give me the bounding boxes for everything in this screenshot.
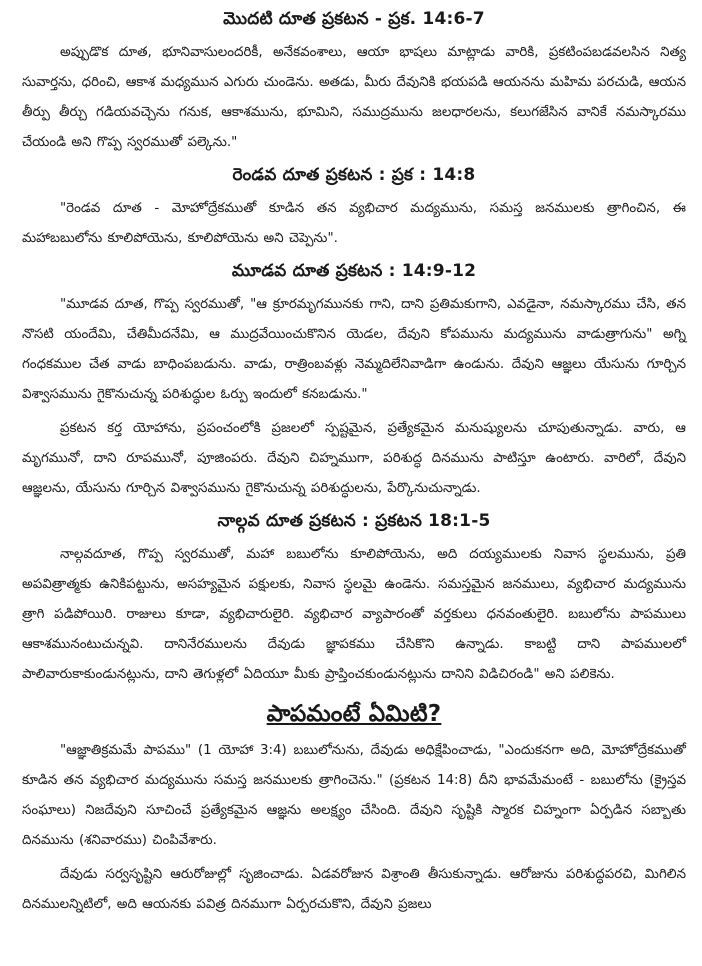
paragraph: "ఆజ్ఞాతిక్రమమే పాపము" (1 యోహా 3:4) బబులోనును, దేవుడు అధిక్షేపించాడు, "ఎందుకనగా అది, మోహోద్రేకముతో కూడిన తన వ్యభిచార మద్యమును సమస్త జనములకు త్రాగించెను." (ప్రకటన 14:8) దీని భావమేమంటే - బబులోను (క్రైస్తవ సంఘాలు) నిజదేవుని సూచించే ప్రత్యేకమైన ఆజ్ఞను అలక్ష్యం చేసింది. దేవుని సృష్టికి స్మారక చిహ్నంగా ఏర్పడిన సబ్బాతు దినమును (శనివారము) చింపివేశారు. [22, 743, 686, 848]
section-first-angel [22, 6, 686, 158]
paragraph: దేవుడు సర్వసృష్టిని ఆరురోజుల్లో సృజించాడు. ఏడవరోజున విశ్రాంతి తీసుకున్నాడు. ఆరోజును పరిశుద్ధపరచి, మిగిలిన దినములన్నిటిలో, అది ఆయనకు పవిత్ర దినముగా ఏర్పరచుకొని, దేవుని ప్రజలు [22, 867, 686, 912]
section-what-is-sin [22, 698, 686, 920]
paragraph: అప్పుడొక దూత, భూనివాసులందరికీ, అనేకవంశాలు, ఆయా భాషలు మాట్లాడు వారికి, ప్రకటింపబడవలసిన నిత్య సువార్తను, ధరించి, ఆకాశ మధ్యమున ఎగురు చుండెను. అతడు, మీరు దేవునికి భయపడి ఆయనను మహిమ పరచుడి, ఆయన తీర్పు తీర్చు గడియవచ్చెను గనుక, ఆకాశమును, భూమిని, సముద్రమును జలధారలను, కలుగజేసిన వానికే నమస్కారము చేయండి అని గొప్ప స్వరముతో పల్కెను." [22, 45, 686, 150]
section-fourth-angel [22, 508, 686, 690]
paragraph: "మూడవ దూత, గొప్ప స్వరముతో, "ఆ క్రూరమృగమునకు గాని, దాని ప్రతిమకుగాని, ఎవడైనా, నమస్కారము చేసి, తన నొసటి యందేమి, చేతిమీదనేమి, ఆ ముద్రవేయించుకొనిన యెడల, దేవుని కోపమును మద్యమును వాడుత్రాగును" అగ్ని గంధకముల చేత వాడు బాధింపబడును. వాడు, రాత్రింబవళ్లు నెమ్మదిలేనివాడిగా ఉండును. దేవుని ఆజ్ఞలు యేసును గూర్చిన విశ్వాసమును గైకొనుచున్న పరిశుద్ధుల ఓర్పు ఇందులో కనబడును." [22, 297, 686, 402]
section-heading: రెండవ దూత ప్రకటన : ప్రక : 14:8 [232, 165, 476, 185]
section-heading: మూడవ దూత ప్రకటన : 14:9-12 [231, 261, 477, 281]
paragraph: ప్రకటన కర్త యోహాను, ప్రపంచంలోకి ప్రజలలో స్పష్టమైన, ప్రత్యేకమైన మనుష్యులను చూపుతున్నాడు. వారు, ఆ మృగమునో, దాని రూపమునో, పూజింపరు. దేవుని చిహ్నముగా, పరిశుద్ధ దినమును పాటిస్తూ ఉంటారు. వారిలో, దేవుని ఆజ్ఞలను, యేసును గూర్చిన విశ్వాసమును గైకొనుచున్న పరిశుద్ధులను, పేర్కొనుచున్నాడు. [22, 421, 686, 496]
paragraph: "రెండవ దూత - మోహోద్రేకముతో కూడిన తన వ్యభిచార మద్యమును, సమస్త జనములకు త్రాగించిన, ఈ మహాబబులోను కూలిపోయెను, కూలిపోయెను అని చెప్పెను". [22, 201, 686, 246]
section-third-angel [22, 258, 686, 504]
section-second-angel [22, 162, 686, 254]
paragraph: నాల్గవదూత, గొప్ప స్వరముతో, మహా బబులోను కూలిపోయెను, అది దయ్యములకు నివాస స్థలమును, ప్రతి అపవిత్రాత్మకు ఉనికిపట్టును, అసహ్యమైన పక్షులకు, నివాస స్థలమై ఉండెను. సమస్తమైన జనములు, వ్యభిచార మద్యమును త్రాగి పడిపోయిరి. రాజులు కూడా, వ్యభిచారులైరి. వ్యభిచార వ్యాపారంతో వర్తకులు ధనవంతులైరి. బబులోను పాపములు ఆకాశమునంటుచున్నవి. దానినేరములను దేవుడు జ్ఞాపకము చేసికొని ఉన్నాడు. కాబట్టి దాని పాపములలో పాలివారుకాకుండునట్లును, దాని తెగుళ్లలో ఏదియూ మీకు ప్రాప్తించకుండునట్లును దానిని విడిచిరండి" అని పలికెను. [22, 547, 686, 682]
section-heading: మొదటి దూత ప్రకటన - ప్రక. 14:6-7 [223, 9, 485, 29]
section-heading: నాల్గవ దూత ప్రకటన : ప్రకటన 18:1-5 [217, 511, 491, 531]
section-heading: పాపమంటే ఏమిటి? [266, 701, 442, 727]
